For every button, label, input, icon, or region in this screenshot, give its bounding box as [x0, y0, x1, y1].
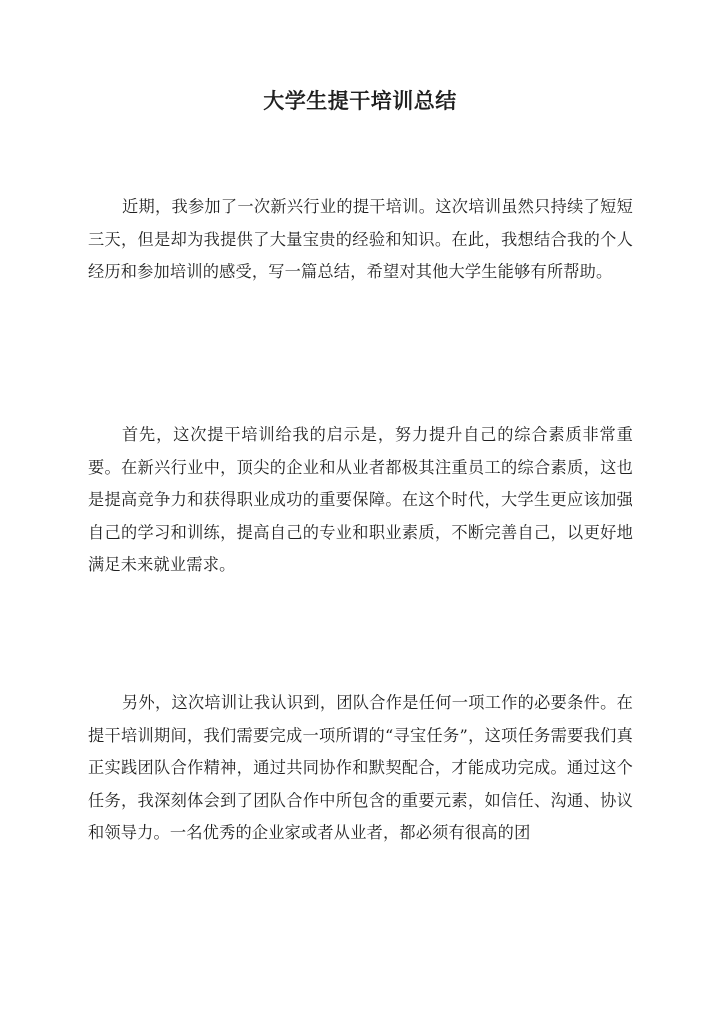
document-title: 大学生提干培训总结 — [263, 88, 457, 113]
paragraph-intro: 近期，我参加了一次新兴行业的提干培训。这次培训虽然只持续了短短三天，但是却为我提供了大量宝贵的经验和知识。在此，我想结合我的个人经历和参加培训的感受，写一篇总结，希望对其他大学生能够有所帮助。 — [88, 197, 633, 282]
paragraph-comprehensive-quality: 首先，这次提干培训给我的启示是，努力提升自己的综合素质非常重要。在新兴行业中，顶尖的企业和从业者都极其注重员工的综合素质，这也是提高竞争力和获得职业成功的重要保障。在这个时代，大学生更应该加强自己的学习和训练，提高自己的专业和职业素质，不断完善自己，以更好地满足未来就业需求。 — [88, 425, 633, 575]
paragraph-teamwork: 另外，这次培训让我认识到，团队合作是任何一项工作的必要条件。在提干培训期间，我们需要完成一项所谓的“寻宝任务”，这项任务需要我们真正实践团队合作精神，通过共同协作和默契配合，才能成功完成。通过这个任务，我深刻体会到了团队合作中所包含的重要元素，如信任、沟通、协议和领导力。一名优秀的企业家或者从业者，都必须有很高的团 — [88, 693, 633, 843]
